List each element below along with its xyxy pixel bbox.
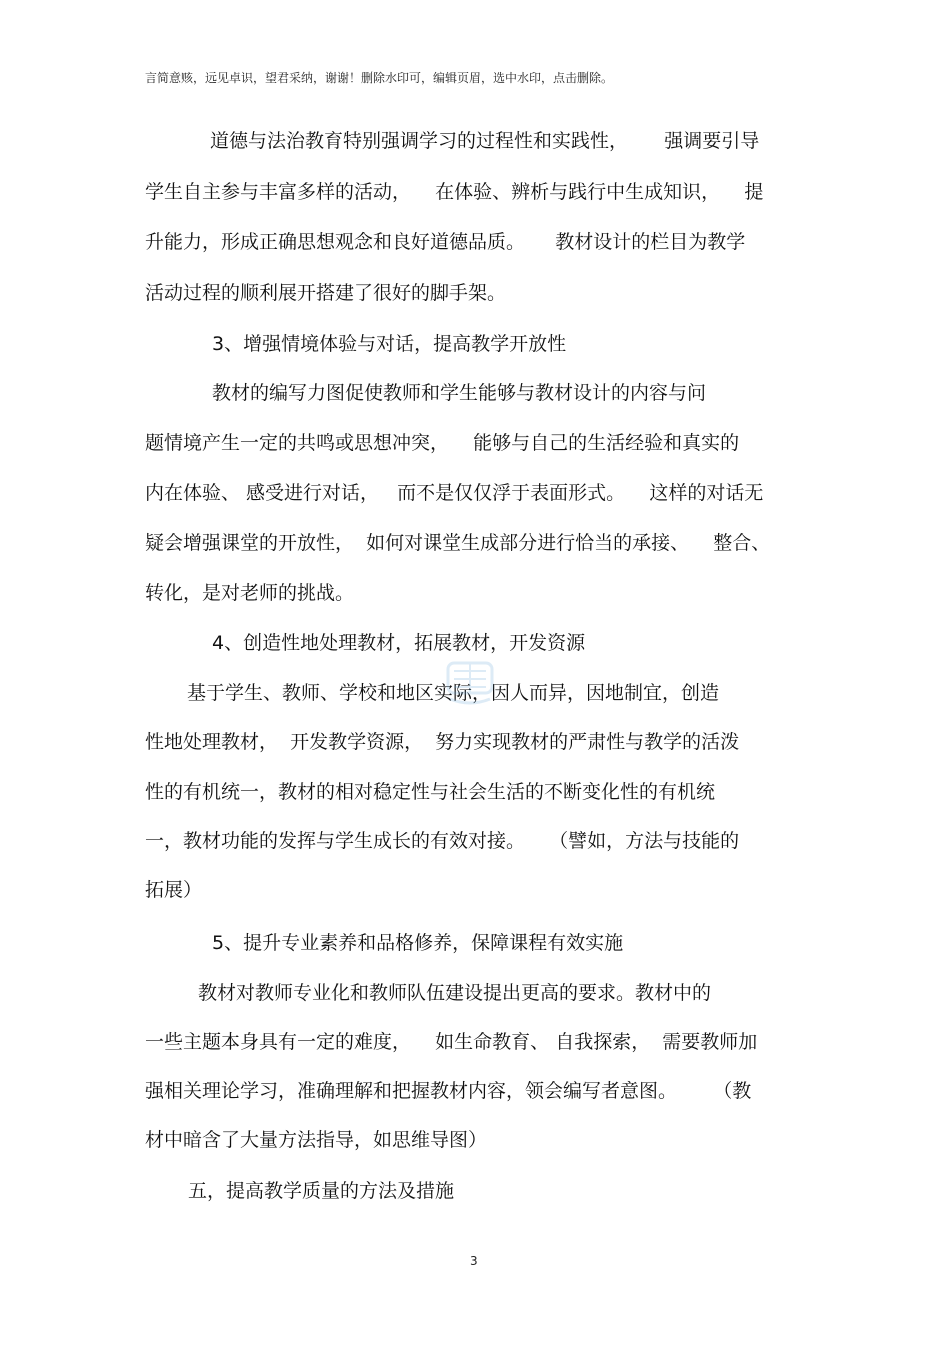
body-line-2: 学生自主参与丰富多样的活动， 在体验、辨析与践行中生成知识， 提 <box>145 181 764 203</box>
page-number: 3 <box>470 1254 478 1268</box>
body-line-15: 一，教材功能的发挥与学生成长的有效对接。 （譬如，方法与技能的 <box>145 830 740 852</box>
body-line-18: 教材对教师专业化和教师队伍建设提出更高的要求。教材中的 <box>198 982 712 1004</box>
body-line-6: 教材的编写力图促使教师和学生能够与教材设计的内容与问 <box>212 382 707 404</box>
body-line-1: 道德与法治教育特别强调学习的过程性和实践性， 强调要引导 <box>210 130 760 152</box>
section-heading-5: 5、提升专业素养和品格修养，保障课程有效实施 <box>212 932 624 954</box>
header-note: 言简意赅，远见卓识，望君采纳，谢谢！删除水印可，编辑页眉，选中水印，点击删除。 <box>145 71 614 85</box>
watermark-logo-icon <box>430 645 510 715</box>
body-line-12: 基于学生、教师、学校和地区实际，因人而异，因地制宜，创造 <box>187 682 720 704</box>
section-heading-4: 4、创造性地处理教材，拓展教材，开发资源 <box>212 632 586 654</box>
body-line-9: 疑会增强课堂的开放性， 如何对课堂生成部分进行恰当的承接、 整合、 <box>145 532 771 554</box>
body-line-8: 内在体验、 感受进行对话， 而不是仅仅浮于表面形式。 这样的对话无 <box>145 482 764 504</box>
section-heading-3: 3、增强情境体验与对话，提高教学开放性 <box>212 333 567 355</box>
body-line-21: 材中暗含了大量方法指导，如思维导图） <box>145 1129 488 1151</box>
body-line-10: 转化，是对老师的挑战。 <box>145 582 355 604</box>
body-line-4: 活动过程的顺利展开搭建了很好的脚手架。 <box>145 282 507 304</box>
body-line-19: 一些主题本身具有一定的难度， 如生命教育、 自我探索， 需要教师加 <box>145 1031 758 1053</box>
body-line-13: 性地处理教材， 开发教学资源， 努力实现教材的严肃性与教学的活泼 <box>145 731 740 753</box>
section-heading-five: 五，提高教学质量的方法及措施 <box>188 1180 455 1202</box>
body-line-20: 强相关理论学习，准确理解和把握教材内容，领会编写者意图。 （教 <box>145 1080 752 1102</box>
body-line-14: 性的有机统一，教材的相对稳定性与社会生活的不断变化性的有机统 <box>145 781 716 803</box>
body-line-3: 升能力，形成正确思想观念和良好道德品质。 教材设计的栏目为教学 <box>145 231 746 253</box>
body-line-16: 拓展） <box>145 879 203 901</box>
body-line-7: 题情境产生一定的共鸣或思想冲突， 能够与自己的生活经验和真实的 <box>145 432 740 454</box>
